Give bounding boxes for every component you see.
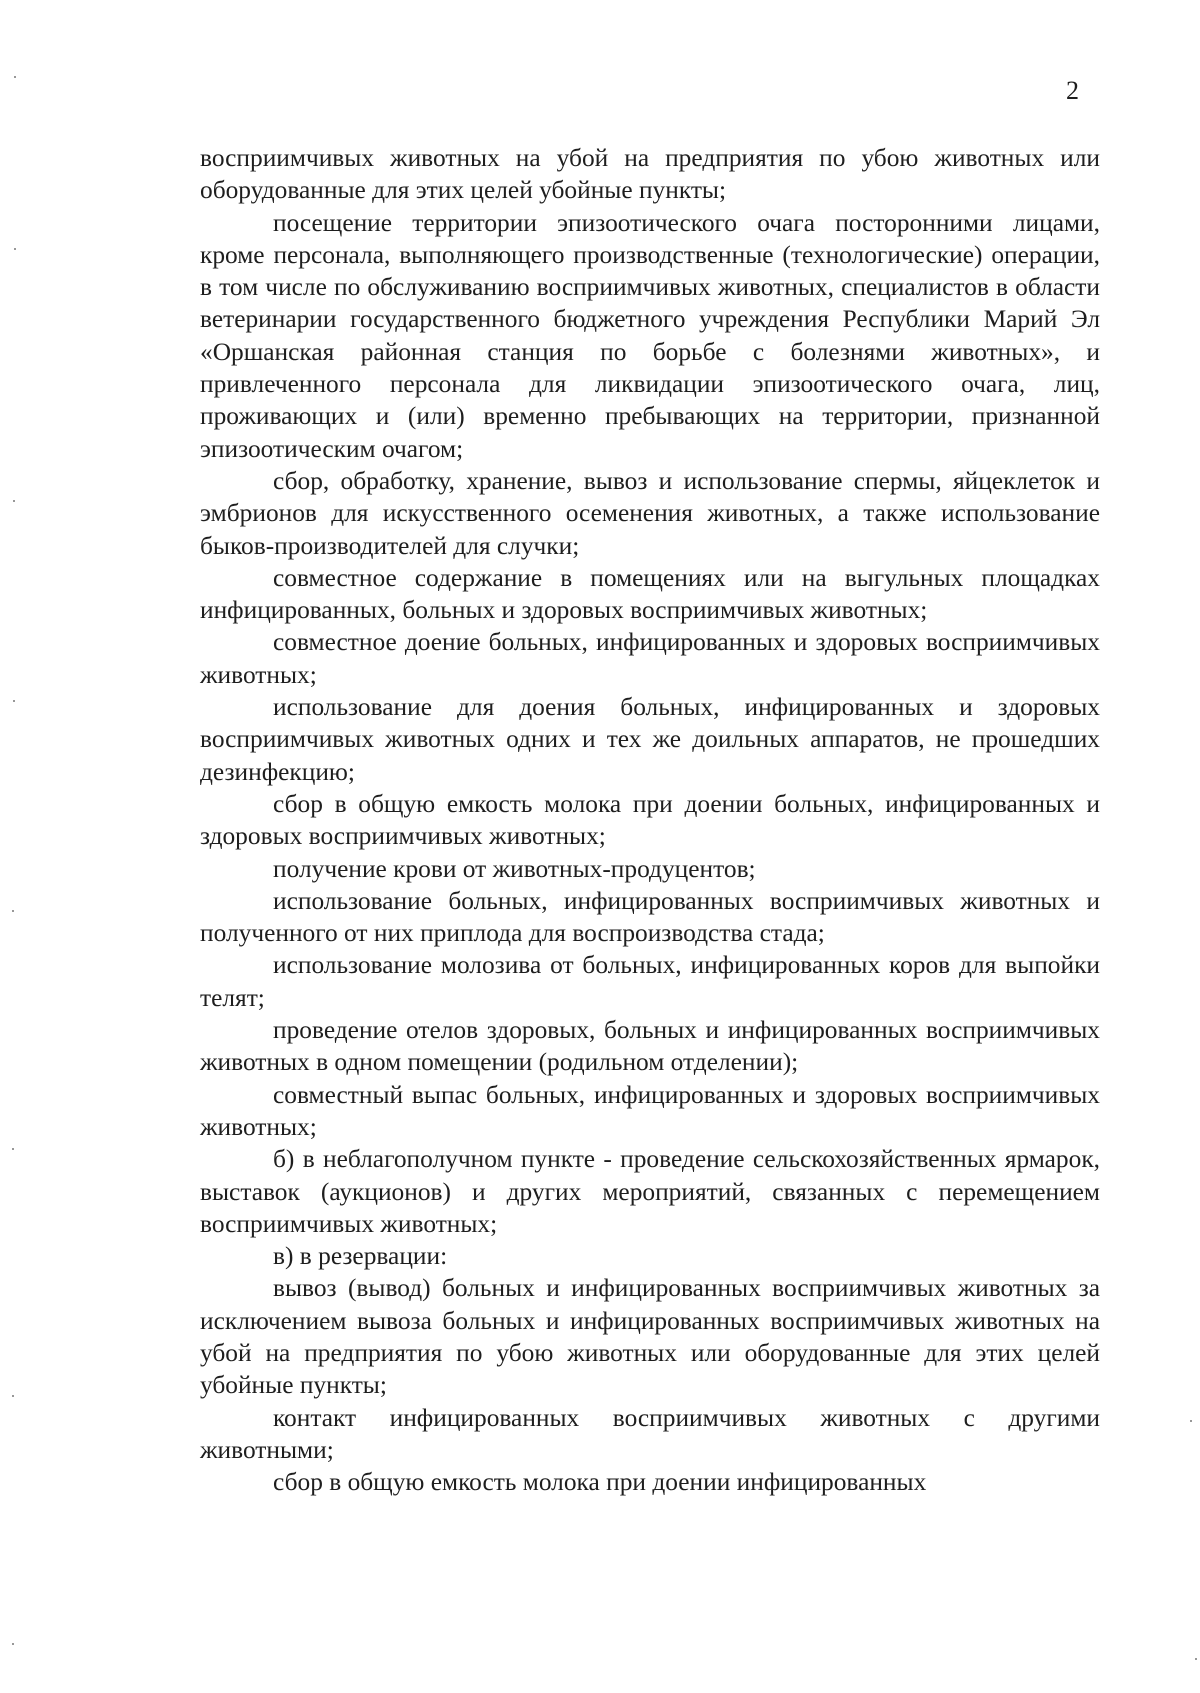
- scan-speck: [12, 910, 14, 912]
- page-number: 2: [1066, 76, 1079, 105]
- scan-speck: [13, 700, 15, 702]
- paragraph: получение крови от животных-продуцентов;: [273, 854, 756, 883]
- paragraph: восприимчивых животных на убой на предприятия по убою животных или оборудованные для этих целей убойные пункты;: [200, 144, 1100, 205]
- paragraph: сбор в общую емкость молока при доении больных, инфицированных и здоровых восприимчивых животных;: [200, 789, 1100, 851]
- scan-speck: [12, 1643, 14, 1645]
- paragraph: использование для доения больных, инфицированных и здоровых восприимчивых животных одних и тех же доильных аппаратов, не прошедших дезинфекцию;: [200, 693, 1100, 786]
- paragraph: в) в резервации:: [273, 1242, 448, 1271]
- paragraph: сбор в общую емкость молока при доении инфицированных: [273, 1468, 927, 1497]
- scan-speck: [12, 1148, 14, 1150]
- paragraph: совместное содержание в помещениях или на выгульных площадках инфицированных, больных и здоровых восприимчивых животных;: [200, 563, 1100, 625]
- paragraph: вывоз (вывод) больных и инфицированных восприимчивых животных за исключением вывоза больных и инфицированных восприимчивых животных на убой на предприятия по убою животных или оборудованные для этих целей убойные пункты;: [200, 1274, 1100, 1400]
- scan-speck: [14, 76, 16, 78]
- paragraph: б) в неблагополучном пункте - проведение сельскохозяйственных ярмарок, выставок (аукционов) и других мероприятий, связанных с перемещением восприимчивых животных;: [200, 1145, 1100, 1238]
- paragraph: контакт инфицированных восприимчивых животных с другими животными;: [200, 1403, 1100, 1464]
- paragraph: использование молозива от больных, инфицированных коров для выпойки телят;: [200, 951, 1100, 1012]
- paragraph: использование больных, инфицированных восприимчивых животных и полученного от них приплода для воспроизводства стада;: [200, 886, 1100, 948]
- paragraph: совместный выпас больных, инфицированных и здоровых восприимчивых животных;: [200, 1080, 1100, 1141]
- scan-speck: [13, 500, 15, 502]
- paragraph: проведение отелов здоровых, больных и инфицированных восприимчивых животных в одном помещении (родильном отделении);: [200, 1016, 1100, 1077]
- document-body: [200, 142, 1100, 1498]
- scan-speck: [1190, 1420, 1192, 1422]
- paragraph: совместное доение больных, инфицированных и здоровых восприимчивых животных;: [200, 628, 1100, 689]
- scan-speck: [12, 1395, 14, 1397]
- paragraph: посещение территории эпизоотического очага посторонними лицами, кроме персонала, выполняющего производственные (технологические) операции, в том числе по обслуживанию восприимчивых животных, специалистов в области ветеринарии государственного бюджетного учреждения Республики Марий Эл «Оршанская районная станция по борьбе с болезнями животных», и привлеченного персонала для ликвидации эпизоотического очага, лиц, проживающих и (или) временно пребывающих на территории, признанной эпизоотическим очагом;: [200, 208, 1100, 463]
- scan-speck: [14, 248, 16, 250]
- scan-speck: [1195, 1658, 1197, 1660]
- paragraph: сбор, обработку, хранение, вывоз и использование спермы, яйцеклеток и эмбрионов для искусственного осеменения животных, а также использование быков-производителей для случки;: [200, 466, 1100, 560]
